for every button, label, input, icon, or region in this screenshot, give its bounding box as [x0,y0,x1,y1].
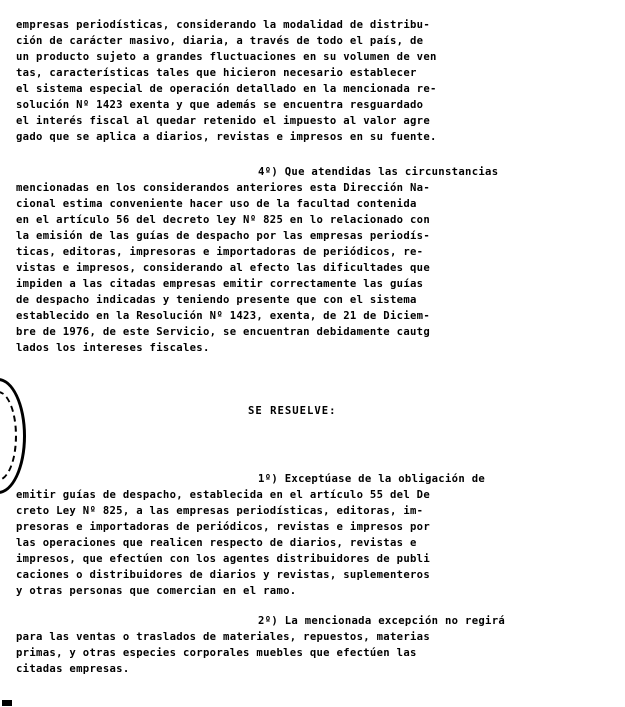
resolution-1-line: presoras e importadoras de periódicos, revistas e impresos por [16,521,431,533]
intro-line: el sistema especial de operación detallado en la mencionada re- [16,83,437,95]
paragraph-4-line: establecido en la Resolución Nº 1423, exenta, de 21 de Diciem- [16,310,431,322]
paragraph-4-line: vistas e impresos, considerando al efecto las dificultades que [16,262,431,274]
intro-line: tas, características tales que hicieron necesario establecer [16,67,417,79]
resolution-2-line: primas, y otras especies corporales muebles que efectúen las [16,647,417,659]
resolution-1-line: impresos, que efectúen con los agentes distribuidores de publi [16,553,431,565]
resolution-1-line: 1º) Exceptúase de la obligación de [258,473,486,485]
resolution-2-line: para las ventas o traslados de materiales, repuestos, materias [16,631,431,643]
paragraph-4-line: lados los intereses fiscales. [16,342,210,354]
paragraph-4-line: ticas, editoras, impresoras e importadoras de periódicos, re- [16,246,424,258]
intro-line: solución Nº 1423 exenta y que además se encuentra resguardado [16,99,424,111]
intro-line: un producto sujeto a grandes fluctuaciones en su volumen de ven [16,51,437,63]
resolution-1-line: y otras personas que comercian en el ramo. [16,585,297,597]
resolution-1-line: las operaciones que realicen respecto de diarios, revistas e [16,537,417,549]
paragraph-4-line: bre de 1976, de este Servicio, se encuentran debidamente cautg [16,326,431,338]
stamp-seal [0,378,26,494]
resolution-1-line: creto Ley Nº 825, a las empresas periodísticas, editoras, im- [16,505,424,517]
intro-line: empresas periodísticas, considerando la modalidad de distribu- [16,19,431,31]
paragraph-4-line: mencionadas en los considerandos anteriores esta Dirección Na- [16,182,431,194]
intro-line: ción de carácter masivo, diaria, a través de todo el país, de [16,35,424,47]
paragraph-4-line: cional estima conveniente hacer uso de la facultad contenida [16,198,417,210]
resolution-2-line: 2º) La mencionada excepción no regirá [258,615,506,627]
intro-line: el interés fiscal al quedar retenido el impuesto al valor agre [16,115,431,127]
paragraph-4-line: en el artículo 56 del decreto ley Nº 825 en lo relacionado con [16,214,431,226]
paragraph-4-line: impiden a las citadas empresas emitir correctamente las guías [16,278,424,290]
resolution-2-line: citadas empresas. [16,663,130,675]
paragraph-4-line: de despacho indicadas y teniendo presente que con el sistema [16,294,417,306]
intro-line: gado que se aplica a diarios, revistas e impresos en su fuente. [16,131,437,143]
resolution-1-line: emitir guías de despacho, establecida en el artículo 55 del De [16,489,431,501]
section-heading: SE RESUELVE: [248,405,337,417]
resolution-1-line: caciones o distribuidores de diarios y revistas, suplementeros [16,569,431,581]
paragraph-4-line: 4º) Que atendidas las circunstancias [258,166,499,178]
scan-mark [2,700,12,706]
paragraph-4-line: la emisión de las guías de despacho por las empresas periodís- [16,230,431,242]
